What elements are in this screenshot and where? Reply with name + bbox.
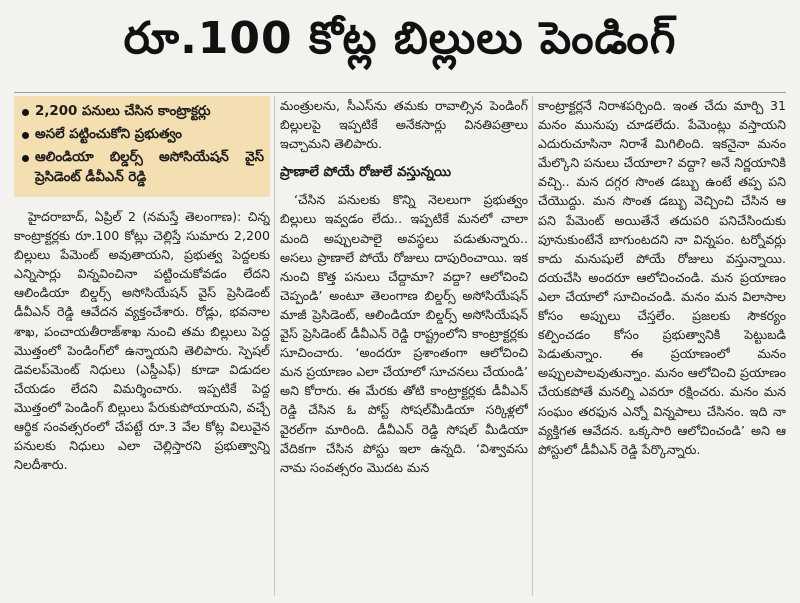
highlight-item (20, 125, 264, 145)
highlight-text: అసలే పట్టించుకోని ప్రభుత్వం (35, 127, 182, 142)
column-2 (280, 96, 528, 596)
article-paragraph: ‘చేసిన పనులకు కొన్ని నెలలుగా ప్రభుత్వం బిల్లులు ఇవ్వడం లేదు.. ఇప్పటికే మనలో చాలా మంది అప్పులపాలై అవస్థలు పడుతున్నారు.. అసలు ప్రాణాలే పోయే రోజులు దాపురించాయి. ఇక నుంచి కొత్త పనులు చేద్దామా? వద్దా? ఆలోచించి చెప్పండి’ అంటూ తెలంగాణ బిల్డర్స్ అసోసియేషన్ మాజీ ప్రెసిడెంట్, ఆలిండియా బిల్డర్స్ అసోసియేషన్ వైస్ ప్రెసిడెంట్ డీవీఎన్ రెడ్డి రాష్ట్రంలోని కాంట్రాక్టర్లకు సూచించారు. ‘అందరూ ప్రశాంతంగా ఆలోచించి మన ప్రయాణం ఎలా చేయాలో సూచనలు చేయండి’ అని కోరారు. ఈ మేరకు తోటి కాంట్రాక్టర్లకు డీవీఎన్ రెడ్డి చేసిన ఓ పోస్ట్ సోషల్‌మీడియా సర్కిళ్లలో వైరల్‌గా మారింది. డీవీఎన్ రెడ్డి సోషల్ మీడియా వేదికగా చేసిన పోస్టు ఇలా ఉన్నది. ‘విశ్వావసు నామ సంవత్సరం మొదట మన (280, 192, 528, 475)
bullet-icon (22, 155, 29, 162)
highlight-item (20, 102, 264, 122)
highlight-text: 2,200 పనులు చేసిన కాంట్రాక్టర్లు (35, 104, 211, 119)
article-paragraph: మంత్రులను, సీఎస్‌ను తమకు రావాల్సిన పెండింగ్ బిల్లులపై ఇప్పటికే అనేకసార్లు వినతిపత్రాలు ఇచ్చామని తెలిపారు. (280, 98, 528, 152)
subheading: ప్రాణాలే పోయే రోజులే వస్తున్నయి (280, 165, 452, 181)
column-3 (538, 96, 786, 596)
article-paragraph: హైదరాబాద్, ఏప్రిల్ 2 (నమస్తే తెలంగాణ): చిన్న కాంట్రాక్టర్లకు రూ.100 కోట్లు చెల్లిస్తే సుమారు 2,200 బిల్లులు పేమెంట్ అవుతాయని, ప్రభుత్వ పెద్దలకు ఎన్నిసార్లు విన్నవించినా పట్టించుకోవడం లేదని ఆలిండియా బిల్డర్స్ అసోసియేషన్ వైస్ ప్రెసిడెంట్ డీవీఎన్ రెడ్డి ఆవేదన వ్యక్తంచేశారు. రోడ్లు, భవనాల శాఖ, పంచాయతీరాజ్‌శాఖ నుంచి తమ బిల్లులు పెద్ద మొత్తంలో పెండింగ్‌లో ఉన్నాయని తెలిపారు. స్పెషల్ డెవలప్‌మెంట్ నిధులు (ఎస్డీఎఫ్) కూడా విడుదల చేయడం లేదని విమర్శించారు. ఇప్పటికే పెద్ద మొత్తంలో పెండింగ్ బిల్లులు పేరుకుపోయాయని, వచ్చే ఆర్థిక సంవత్సరంలో చేపట్టే రూ.3 వేల కోట్ల విలువైన పనులకు నిధులు ఎలా చెల్లిస్తారని ప్రభుత్వాన్ని నిలదీశారు. (14, 209, 270, 473)
headline: రూ.100 కోట్ల బిల్లులు పెండింగ్ (123, 13, 677, 64)
headline-rule (14, 92, 786, 93)
column-divider (274, 96, 275, 596)
bullet-icon (22, 132, 29, 139)
column-divider (532, 96, 533, 596)
bullet-icon (22, 109, 29, 116)
highlights-box (14, 96, 270, 197)
highlight-item (20, 148, 264, 188)
article-paragraph: కాంట్రాక్టర్లనే నిరాశపర్చింది. ఇంత చేదు మార్చి 31 మనం మునుపు చూడలేదు. పేమెంట్లు వస్తాయని ఎదురుచూసినా నిరాశే మిగిలింది. ఇకనైనా మనం మేల్కొని పనులు చేయాలా? వద్దా? అనే నిర్ణయానికి వచ్చి.. మన దగ్గర సొంత డబ్బు ఉంటే తప్ప పని చేయొద్దు. మన సొంత డబ్బు వెచ్చించి చేసిన ఆ పని పేమెంట్ అయితేనే తదుపరి పనిచేసిందుకు పూనుకుంటేనే బాగుంటదని నా విన్నపం. టర్నోవర్లు కాదు మనుషులే పోయే రోజులు వస్తున్నాయి. దయచేసి అందరూ ఆలోచించండి. మన ప్రయాణం ఎలా చేయాలో సూచించండి. మనం మన విలాసాల కోసం అప్పులు చేస్తలేం. ప్రజలకు సౌకర్యం కల్పించడం కోసం ప్రభుత్వానికి పెట్టుబడి పెడుతున్నాం. ఈ ప్రయాణంలో మనం అప్పులపాలవుతున్నాం. మనం ఆలోచించి ప్రయాణం చేయకపోతే మనల్ని ఎవరూ రక్షించరు. మనం మన సంఘం తరఫున ఎన్నో విన్నపాలు చేసినం. ఇది నా వ్యక్తిగత ఆవేదన. ఒక్కసారి ఆలోచించండి’ అని ఆ పోస్టులో డీవీఎన్ రెడ్డి పేర్కొన్నారు. (538, 98, 786, 457)
highlight-text: ఆలిండియా బిల్డర్స్ అసోసియేషన్ వైస్ ప్రెసిడెంట్ డీవీఎన్ రెడ్డి (35, 150, 264, 185)
column-1 (14, 96, 270, 596)
